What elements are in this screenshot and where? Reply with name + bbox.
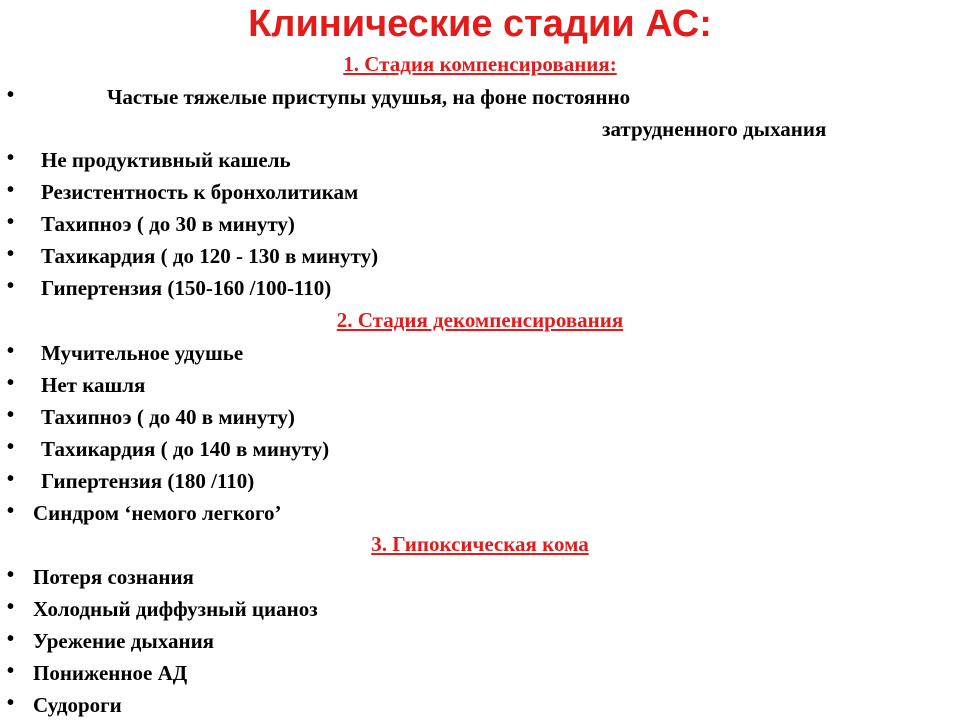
bullet-icon: • — [7, 275, 15, 297]
list-item-line2: затрудненного дыхания — [602, 117, 827, 141]
bullet-icon: • — [7, 628, 15, 650]
bullet-icon: • — [7, 372, 15, 394]
list-item: Тахикардия ( до 140 в минуту) — [41, 437, 330, 461]
bullet-icon: • — [7, 179, 15, 201]
bullet-icon: • — [7, 340, 15, 362]
bullet-icon: • — [7, 564, 15, 586]
list-item: Синдром ‘немого легкого’ — [33, 501, 282, 525]
bullet-icon: • — [7, 84, 15, 106]
list-item: Судороги — [33, 693, 122, 717]
bullet-icon: • — [7, 692, 15, 714]
bullet-icon: • — [7, 243, 15, 265]
list-item: Гипертензия (150-160 /100-110) — [41, 276, 332, 300]
bullet-icon: • — [7, 436, 15, 458]
list-item: Потеря сознания — [33, 565, 194, 589]
list-item: Резистентность к бронхолитикам — [41, 180, 359, 204]
bullet-icon: • — [7, 500, 15, 522]
bullet-icon: • — [7, 468, 15, 490]
bullet-icon: • — [7, 596, 15, 618]
bullet-icon: • — [7, 660, 15, 682]
list-item: Тахипноэ ( до 40 в минуту) — [41, 405, 295, 429]
section-heading-hypoxic-coma: 3. Гипоксическая кома — [371, 532, 589, 556]
list-item: Гипертензия (180 /110) — [41, 469, 255, 493]
list-item: Тахикардия ( до 120 - 130 в минуту) — [41, 244, 379, 268]
list-item: Тахипноэ ( до 30 в минуту) — [41, 212, 295, 236]
list-item-line1: Частые тяжелые приступы удушья, на фоне постоянно — [107, 85, 631, 109]
list-item: Нет кашля — [41, 373, 146, 397]
section-heading-compensation: 1. Стадия компенсирования: — [343, 52, 617, 76]
slide-title: Клинические стадии АС: — [248, 3, 712, 45]
list-item: Не продуктивный кашель — [41, 148, 291, 172]
list-item: Мучительное удушье — [41, 341, 244, 365]
bullet-icon: • — [7, 211, 15, 233]
bullet-icon: • — [7, 147, 15, 169]
list-item: Урежение дыхания — [33, 629, 215, 653]
bullet-icon: • — [7, 404, 15, 426]
list-item: Холодный диффузный цианоз — [33, 597, 318, 621]
list-item: Пониженное АД — [33, 661, 188, 685]
section-heading-decompensation: 2. Стадия декомпенсирования — [336, 308, 624, 332]
